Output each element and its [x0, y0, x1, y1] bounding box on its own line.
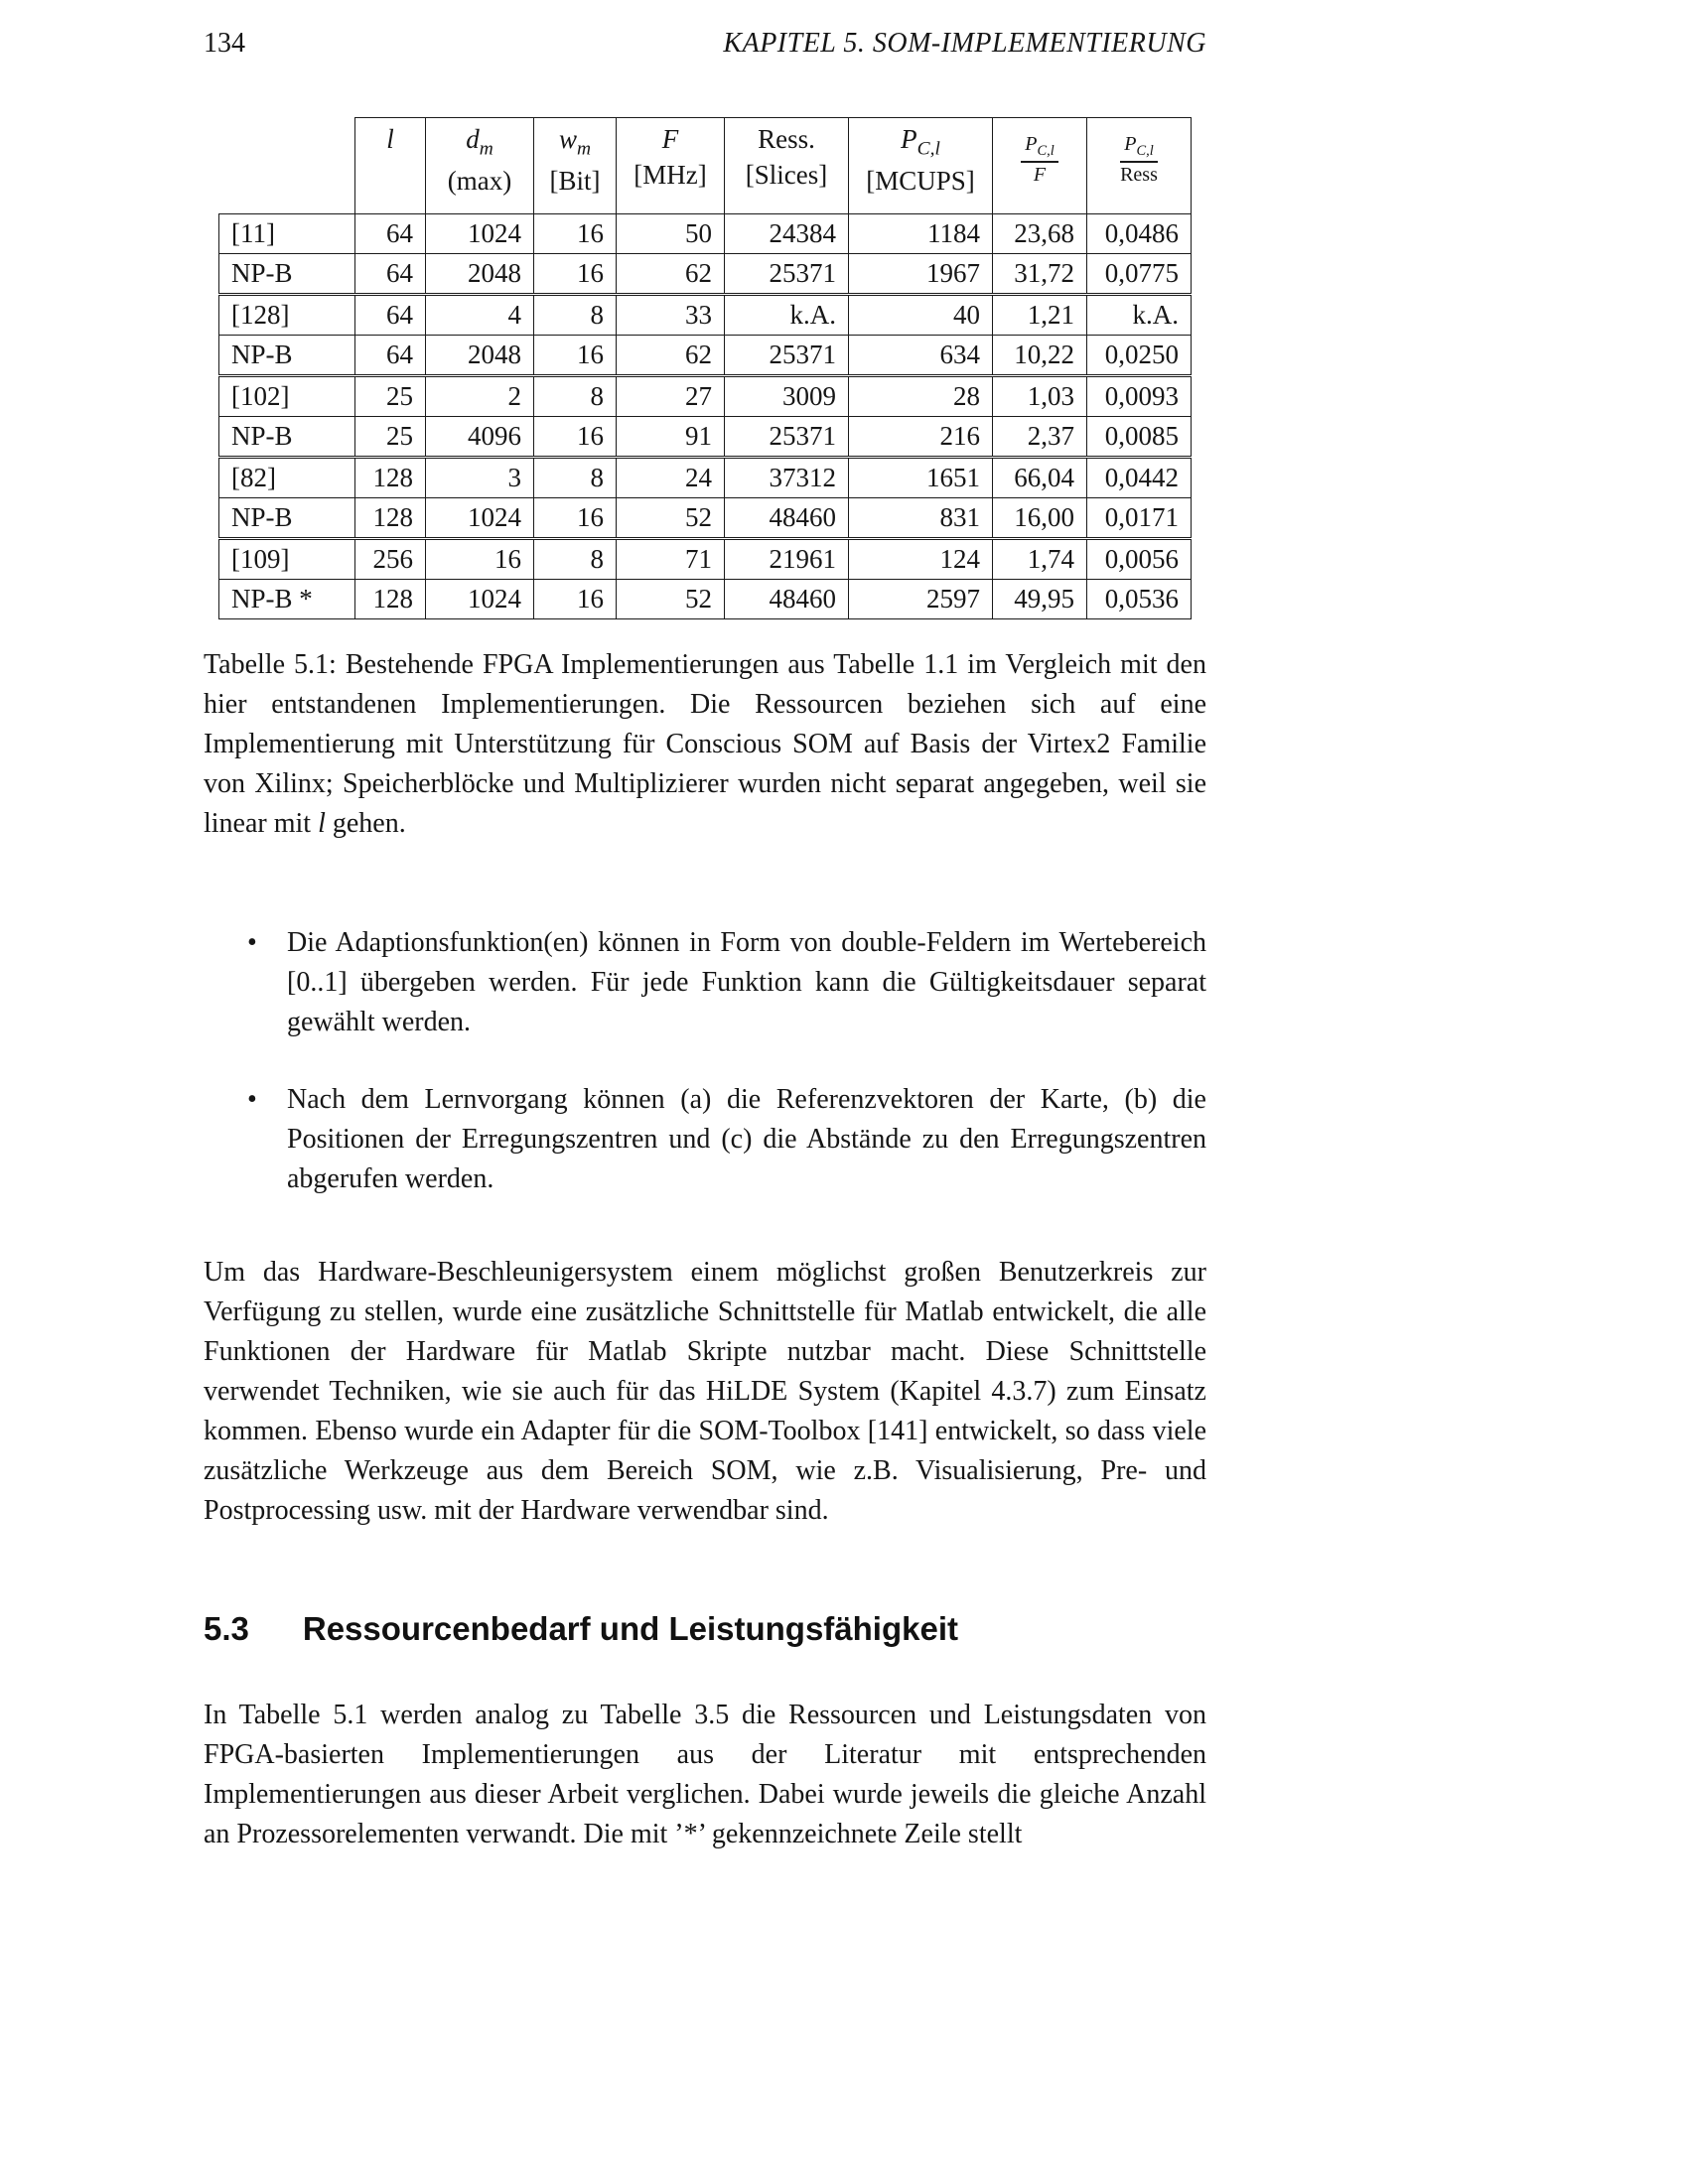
col-pcl: $P_{C,l}$ [MCUPS]: [849, 118, 993, 214]
row-label: NP-B: [219, 417, 355, 458]
table-cell: 128: [355, 498, 426, 539]
caption-text: Tabelle 5.1: Bestehende FPGA Implementierungen aus Tabelle 1.1 im Vergleich mit den hier entstandenen Implementierungen. Die Ressourcen beziehen sich auf eine Implementierung mit Unterstützung für Conscious SOM auf Basis der Virtex2 Familie von Xilinx; Speicherblöcke und Multiplizierer wurden nicht separat angegeben, weil sie linear mit: [204, 649, 1206, 840]
table-cell: 1184: [849, 214, 993, 254]
table-cell: 16: [534, 214, 617, 254]
table-cell: 0,0442: [1087, 458, 1192, 498]
table-cell: 0,0085: [1087, 417, 1192, 458]
table-cell: 4096: [426, 417, 534, 458]
table-cell: 23,68: [993, 214, 1087, 254]
table-cell: 50: [617, 214, 725, 254]
table-row: [219, 376, 1192, 417]
table-cell: 16: [534, 417, 617, 458]
table-cell: 1,74: [993, 539, 1087, 580]
table-header-row: [219, 118, 1192, 214]
fraction-pcl-over-f: $\frac{P_{C,l}}{F}$: [1021, 133, 1057, 187]
table-cell: 128: [355, 458, 426, 498]
table-cell: 25371: [725, 417, 849, 458]
table-row: [219, 539, 1192, 580]
table-cell: 0,0775: [1087, 254, 1192, 295]
table-cell: 16,00: [993, 498, 1087, 539]
table-cell: 2: [426, 376, 534, 417]
table-row: [219, 580, 1192, 619]
bullet-list: [204, 923, 1206, 1199]
fraction-pcl-over-ress: $\frac{P_{C,l}}{\text{Ress}}$: [1120, 133, 1158, 186]
row-label: [11]: [219, 214, 355, 254]
table-cell: 1024: [426, 214, 534, 254]
table-cell: 16: [426, 539, 534, 580]
table-cell: 64: [355, 214, 426, 254]
table-cell: 3: [426, 458, 534, 498]
table-cell: 91: [617, 417, 725, 458]
table-cell: 62: [617, 336, 725, 376]
bullet-icon: •: [247, 1084, 257, 1116]
table-cell: 2048: [426, 336, 534, 376]
row-label: [82]: [219, 458, 355, 498]
table-row: [219, 498, 1192, 539]
table-cell: 0,0250: [1087, 336, 1192, 376]
table-caption: [204, 645, 1206, 844]
table-cell: 2597: [849, 580, 993, 619]
table-cell: 1024: [426, 498, 534, 539]
table-cell: 25: [355, 417, 426, 458]
table-row: [219, 214, 1192, 254]
table-cell: 16: [534, 498, 617, 539]
col-pcl-per-ress: [1087, 118, 1192, 214]
table-cell: 128: [355, 580, 426, 619]
table-cell: 64: [355, 254, 426, 295]
table-cell: 16: [534, 580, 617, 619]
table-cell: k.A.: [725, 295, 849, 336]
table-cell: 25371: [725, 336, 849, 376]
running-header: [204, 28, 1206, 60]
caption-text-end: gehen.: [325, 808, 406, 840]
col-wm: $w_m$ [Bit]: [534, 118, 617, 214]
table-cell: 64: [355, 336, 426, 376]
table-row: [219, 336, 1192, 376]
table-cell: 16: [534, 336, 617, 376]
table-cell: 25371: [725, 254, 849, 295]
table-cell: 21961: [725, 539, 849, 580]
table-cell: 8: [534, 295, 617, 336]
col-dm: $d_m$ (max): [426, 118, 534, 214]
table-cell: 0,0056: [1087, 539, 1192, 580]
row-label: [128]: [219, 295, 355, 336]
table-cell: 8: [534, 539, 617, 580]
table-cell: 1967: [849, 254, 993, 295]
table-row: [219, 417, 1192, 458]
col-f: F [MHz]: [617, 118, 725, 214]
table-cell: 8: [534, 376, 617, 417]
table-cell: 2048: [426, 254, 534, 295]
table-cell: 48460: [725, 580, 849, 619]
bullet-text: Die Adaptionsfunktion(en) können in Form von double-Feldern im Wertebereich [0..1] übergeben werden. Für jede Funktion kann die Gültigkeitsdauer separat gewählt werden.: [287, 927, 1206, 1038]
table-cell: 0,0486: [1087, 214, 1192, 254]
table-cell: 1651: [849, 458, 993, 498]
table-cell: 16: [534, 254, 617, 295]
table-cell: 64: [355, 295, 426, 336]
col-ress: Ress. [Slices]: [725, 118, 849, 214]
table-cell: 28: [849, 376, 993, 417]
row-label: NP-B: [219, 498, 355, 539]
table-cell: 634: [849, 336, 993, 376]
table-cell: 124: [849, 539, 993, 580]
table-cell: 2,37: [993, 417, 1087, 458]
row-label: [102]: [219, 376, 355, 417]
paragraph-intro: In Tabelle 5.1 werden analog zu Tabelle 3.5 die Ressourcen und Leistungsdaten von FPGA-basierten Implementierungen aus der Literatur mit entsprechenden Implementierungen aus dieser Arbeit verglichen. Dabei wurde jeweils die gleiche Anzahl an Prozessorelementen verwandt. Die mit ’*’ gekennzeichnete Zeile stellt: [204, 1700, 1206, 1850]
bullet-text: Nach dem Lernvorgang können (a) die Referenzvektoren der Karte, (b) die Positionen der Erregungszentren und (c) die Abstände zu den Erregungszentren abgerufen werden.: [287, 1084, 1206, 1195]
comparison-table: [218, 117, 1192, 619]
section-title: Ressourcenbedarf und Leistungsfähigkeit: [302, 1610, 958, 1648]
table-cell: 27: [617, 376, 725, 417]
table-cell: 1,21: [993, 295, 1087, 336]
section-heading: [204, 1610, 1206, 1648]
table-cell: 216: [849, 417, 993, 458]
table-cell: 31,72: [993, 254, 1087, 295]
table-cell: 49,95: [993, 580, 1087, 619]
table-cell: 1024: [426, 580, 534, 619]
table-cell: 10,22: [993, 336, 1087, 376]
chapter-header: KAPITEL 5. SOM-IMPLEMENTIERUNG: [723, 28, 1206, 59]
table-row: [219, 254, 1192, 295]
table-cell: 24384: [725, 214, 849, 254]
table-cell: 48460: [725, 498, 849, 539]
table-cell: 0,0093: [1087, 376, 1192, 417]
table-cell: 37312: [725, 458, 849, 498]
caption-math-var: l: [318, 808, 326, 840]
table-cell: 1,03: [993, 376, 1087, 417]
table-cell: 25: [355, 376, 426, 417]
section-number: 5.3: [204, 1610, 249, 1648]
table-cell: 256: [355, 539, 426, 580]
page-number: 134: [204, 28, 245, 59]
table-cell: 66,04: [993, 458, 1087, 498]
table-row: [219, 295, 1192, 336]
table-cell: 33: [617, 295, 725, 336]
table-cell: 71: [617, 539, 725, 580]
table-cell: k.A.: [1087, 295, 1192, 336]
table-cell: 831: [849, 498, 993, 539]
bullet-item: [204, 1080, 1206, 1199]
bullet-item: [204, 923, 1206, 1042]
row-label: NP-B *: [219, 580, 355, 619]
table-cell: 40: [849, 295, 993, 336]
table-cell: 52: [617, 498, 725, 539]
col-pcl-per-f: [993, 118, 1087, 214]
table-cell: 4: [426, 295, 534, 336]
table-cell: 0,0171: [1087, 498, 1192, 539]
paragraph-matlab: Um das Hardware-Beschleunigersystem einem möglichst großen Benutzerkreis zur Verfügung zu stellen, wurde eine zusätzliche Schnittstelle für Matlab entwickelt, die alle Funktionen der Hardware für Matlab Skripte nutzbar macht. Diese Schnittstelle verwendet Techniken, wie sie auch für das HiLDE System (Kapitel 4.3.7) zum Einsatz kommen. Ebenso wurde ein Adapter für die SOM-Toolbox [141] entwickelt, so dass viele zusätzliche Werkzeuge aus dem Bereich SOM, wie z.B. Visualisierung, Pre- und Postprocessing usw. mit der Hardware verwendbar sind.: [204, 1257, 1206, 1527]
bullet-icon: •: [247, 927, 257, 959]
table-cell: 24: [617, 458, 725, 498]
table-cell: 8: [534, 458, 617, 498]
row-label: [109]: [219, 539, 355, 580]
table-cell: 52: [617, 580, 725, 619]
table-row: [219, 458, 1192, 498]
table-corner-cell: [219, 118, 355, 214]
table-cell: 62: [617, 254, 725, 295]
col-l: l: [355, 118, 426, 214]
table-cell: 0,0536: [1087, 580, 1192, 619]
row-label: NP-B: [219, 336, 355, 376]
table-block: [204, 117, 1206, 619]
table-cell: 3009: [725, 376, 849, 417]
row-label: NP-B: [219, 254, 355, 295]
